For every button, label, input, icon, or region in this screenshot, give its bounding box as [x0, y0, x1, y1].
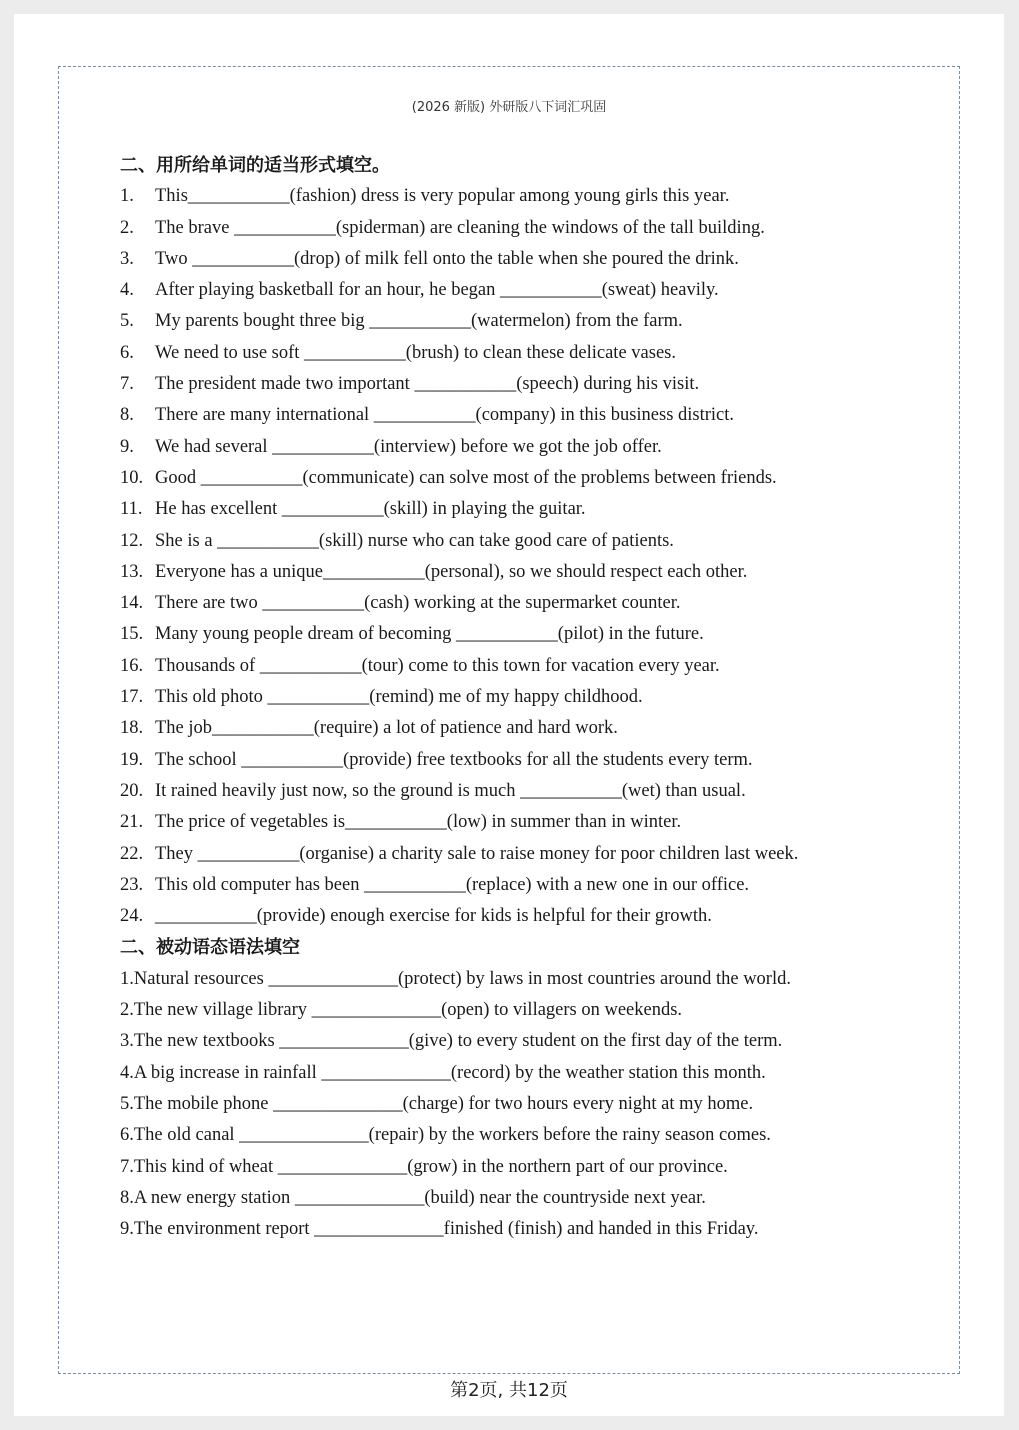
exercise-item — [120, 1183, 940, 1214]
exercise-item — [120, 494, 940, 525]
exercise-item — [120, 557, 940, 588]
item-number: 5. — [120, 1093, 134, 1114]
item-sentence: We need to use soft ___________(brush) to clean these delicate vases. — [155, 342, 676, 363]
item-number: 22. — [120, 843, 144, 864]
item-number: 4. — [120, 280, 134, 301]
exercise-item — [120, 1026, 940, 1057]
exercise-item — [120, 776, 940, 807]
section1-list — [120, 181, 940, 932]
exercise-item — [120, 400, 940, 431]
item-sentence: She is a ___________(skill) nurse who can take good care of patients. — [155, 530, 674, 551]
exercise-item — [120, 1058, 940, 1089]
document-page — [14, 14, 1004, 1416]
item-number: 23. — [120, 874, 144, 895]
item-sentence: Natural resources ______________(protect) by laws in most countries around the world. — [133, 968, 791, 989]
exercise-item — [120, 682, 940, 713]
item-sentence: The president made two important ___________(speech) during his visit. — [155, 374, 700, 395]
item-sentence: The environment report ______________finished (finish) and handed in this Friday. — [133, 1219, 759, 1240]
item-sentence: He has excellent ___________(skill) in playing the guitar. — [155, 499, 586, 520]
section2-title: 二、被动语态语法填空 — [120, 937, 300, 959]
item-number: 18. — [120, 718, 144, 739]
item-number: 8. — [120, 405, 134, 426]
item-number: 1. — [120, 186, 134, 207]
exercise-item — [120, 369, 940, 400]
item-number: 5. — [120, 311, 134, 332]
item-number: 17. — [120, 687, 144, 708]
item-number: 6. — [120, 1125, 134, 1146]
item-sentence: Good ___________(communicate) can solve most of the problems between friends. — [155, 467, 777, 488]
item-number: 7. — [120, 1156, 134, 1177]
item-number: 8. — [120, 1187, 134, 1208]
exercise-item — [120, 1120, 940, 1151]
item-sentence: The new textbooks ______________(give) to every student on the first day of the term. — [133, 1031, 783, 1052]
exercise-item — [120, 588, 940, 619]
item-sentence: The school ___________(provide) free textbooks for all the students every term. — [155, 749, 753, 770]
item-sentence: The price of vegetables is___________(low) in summer than in winter. — [155, 812, 682, 833]
item-number: 4. — [120, 1062, 134, 1083]
section1-title: 二、用所给单词的适当形式填空。 — [120, 155, 390, 176]
page-content — [120, 150, 940, 1245]
item-number: 16. — [120, 655, 144, 676]
item-number: 3. — [120, 248, 134, 269]
item-number: 3. — [120, 1031, 134, 1052]
exercise-item — [120, 1152, 940, 1183]
section2-list — [120, 964, 940, 1246]
item-sentence: This kind of wheat ______________(grow) in the northern part of our province. — [133, 1156, 728, 1177]
item-sentence: This old computer has been ___________(replace) with a new one in our office. — [155, 874, 750, 895]
exercise-item — [120, 463, 940, 494]
exercise-item — [120, 651, 940, 682]
item-sentence: They ___________(organise) a charity sale to raise money for poor children last week. — [155, 843, 799, 864]
item-sentence: A new energy station ______________(build) near the countryside next year. — [133, 1187, 706, 1208]
item-number: 2. — [120, 1000, 134, 1021]
item-number: 6. — [120, 342, 134, 363]
item-sentence: My parents bought three big ___________(watermelon) from the farm. — [155, 311, 683, 332]
item-sentence: The new village library ______________(open) to villagers on weekends. — [133, 1000, 683, 1021]
exercise-item — [120, 870, 940, 901]
item-sentence: ___________(provide) enough exercise for kids is helpful for their growth. — [155, 906, 712, 927]
item-number: 14. — [120, 593, 144, 614]
exercise-item — [120, 839, 940, 870]
item-number: 7. — [120, 374, 134, 395]
item-sentence: The job___________(require) a lot of patience and hard work. — [155, 718, 618, 739]
item-sentence: The mobile phone ______________(charge) for two hours every night at my home. — [133, 1093, 754, 1114]
exercise-item — [120, 306, 940, 337]
item-sentence: There are many international ___________(company) in this business district. — [155, 405, 735, 426]
item-sentence: Many young people dream of becoming ___________(pilot) in the future. — [155, 624, 704, 645]
item-sentence: The old canal ______________(repair) by the workers before the rainy season comes. — [133, 1125, 771, 1146]
item-sentence: This old photo ___________(remind) me of my happy childhood. — [155, 687, 643, 708]
exercise-item — [120, 619, 940, 650]
exercise-item — [120, 244, 940, 275]
item-number: 20. — [120, 780, 144, 801]
exercise-item — [120, 181, 940, 212]
item-sentence: A big increase in rainfall ______________(record) by the weather station this month. — [133, 1062, 766, 1083]
item-sentence: Thousands of ___________(tour) come to this town for vacation every year. — [155, 655, 720, 676]
item-sentence: After playing basketball for an hour, he began ___________(sweat) heavily. — [155, 280, 719, 301]
item-sentence: There are two ___________(cash) working at the supermarket counter. — [155, 593, 681, 614]
exercise-item — [120, 964, 940, 995]
page-header: (2026 新版) 外研版八下词汇巩固 — [411, 100, 607, 115]
exercise-item — [120, 432, 940, 463]
exercise-item — [120, 807, 940, 838]
item-sentence: Everyone has a unique___________(personal), so we should respect each other. — [155, 561, 748, 582]
exercise-item — [120, 1214, 940, 1245]
exercise-item — [120, 338, 940, 369]
exercise-item — [120, 213, 940, 244]
item-number: 13. — [120, 561, 144, 582]
item-number: 2. — [120, 217, 134, 238]
item-number: 15. — [120, 624, 144, 645]
item-number: 9. — [120, 1219, 134, 1240]
page-footer: 第2页, 共12页 — [450, 1380, 568, 1401]
item-number: 11. — [120, 499, 143, 520]
item-number: 19. — [120, 749, 144, 770]
item-number: 9. — [120, 436, 134, 457]
item-sentence: The brave ___________(spiderman) are cleaning the windows of the tall building. — [155, 217, 765, 238]
exercise-item — [120, 713, 940, 744]
item-sentence: We had several ___________(interview) before we got the job offer. — [155, 436, 662, 457]
exercise-item — [120, 995, 940, 1026]
exercise-item — [120, 526, 940, 557]
item-number: 12. — [120, 530, 144, 551]
exercise-item — [120, 901, 940, 932]
exercise-item — [120, 745, 940, 776]
item-sentence: It rained heavily just now, so the ground is much ___________(wet) than usual. — [155, 780, 746, 801]
item-number: 24. — [120, 906, 144, 927]
item-number: 1. — [120, 968, 134, 989]
item-sentence: Two ___________(drop) of milk fell onto the table when she poured the drink. — [155, 248, 739, 269]
exercise-item — [120, 1089, 940, 1120]
item-sentence: This___________(fashion) dress is very popular among young girls this year. — [155, 186, 730, 207]
item-number: 10. — [120, 467, 144, 488]
exercise-item — [120, 275, 940, 306]
item-number: 21. — [120, 812, 144, 833]
